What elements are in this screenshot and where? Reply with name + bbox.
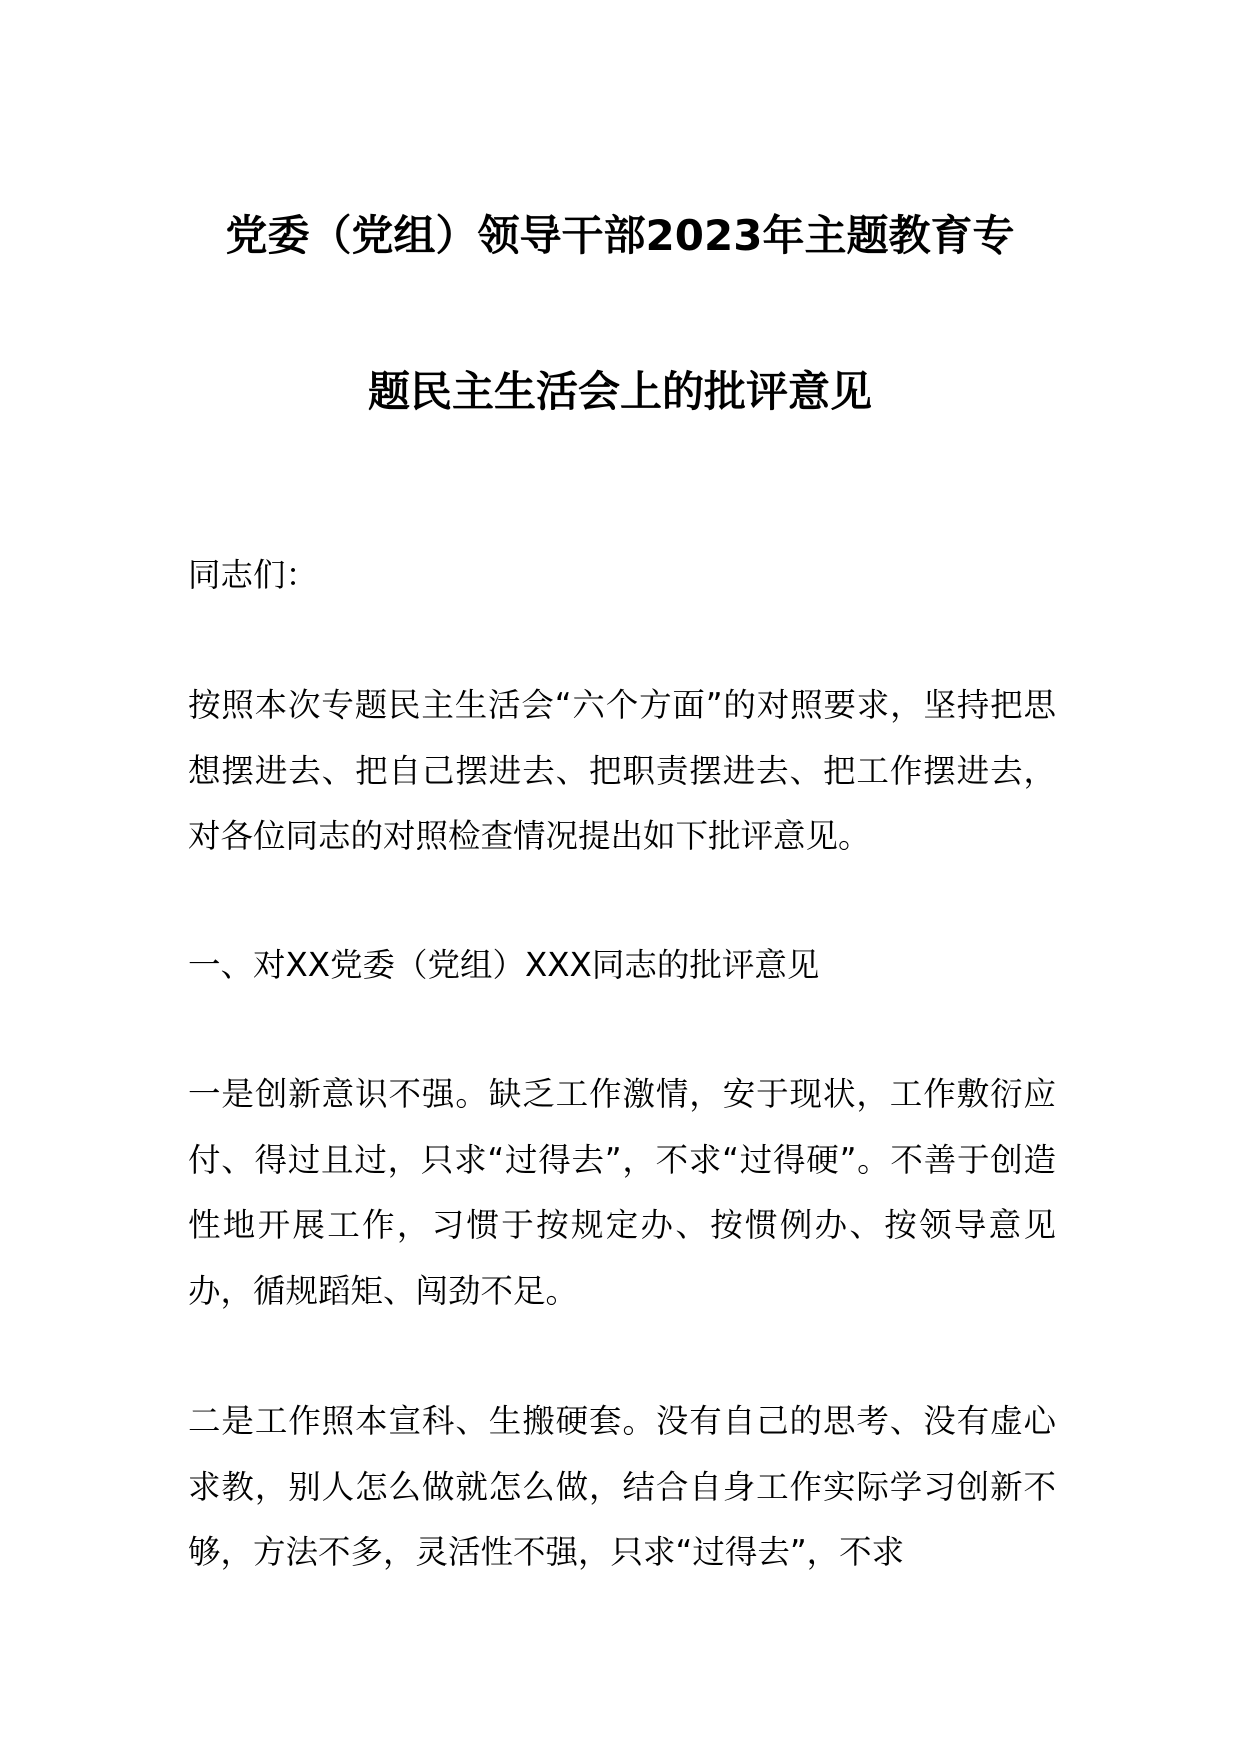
document-title-line-1: 党委（党组）领导干部2023年主题教育专 [225,211,1015,260]
document-title-line-2: 题民主生活会上的批评意见 [367,367,872,416]
greeting-paragraph: 同志们： [188,556,319,594]
section-heading: 一、对XX党委（党组）XXX同志的批评意见 [188,946,820,984]
intro-paragraph: 按照本次专题民主生活会“六个方面”的对照要求，坚持把思想摆进去、把自己摆进去、把职责摆进去、把工作摆进去，对各位同志的对照检查情况提出如下批评意见。 [188,686,1056,855]
critique-item-1: 一是创新意识不强。缺乏工作激情，安于现状，工作敷衍应付、得过且过，只求“过得去”，不求“过得硬”。不善于创造性地开展工作，习惯于按规定办、按惯例办、按领导意见办，循规蹈矩、闯劲不足。 [188,1075,1056,1310]
critique-item-2: 二是工作照本宣科、生搬硬套。没有自己的思考、没有虚心求教，别人怎么做就怎么做，结合自身工作实际学习创新不够，方法不多，灵活性不强，只求“过得去”，不求 [188,1402,1056,1571]
